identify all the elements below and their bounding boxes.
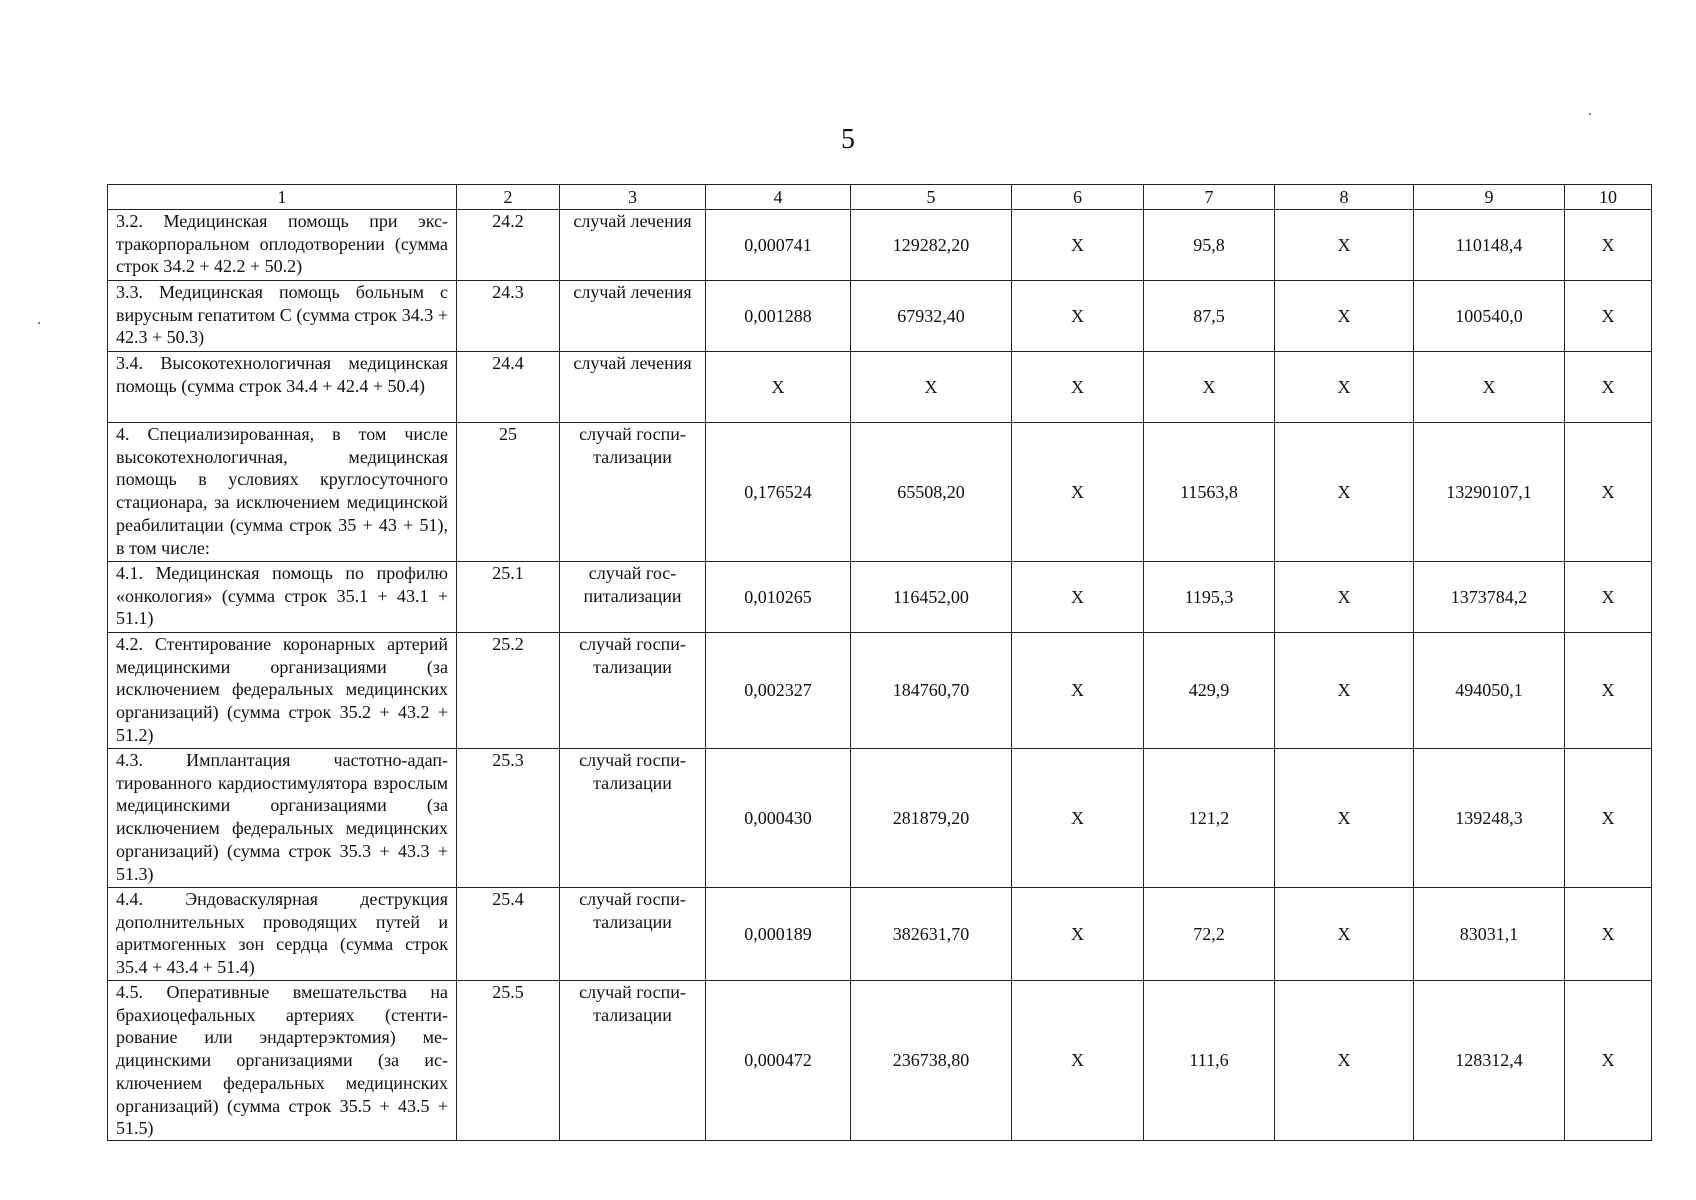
header-cell: 6 — [1012, 185, 1144, 210]
row-col5-cell: 281879,20 — [851, 749, 1012, 888]
row-col4-cell: 0,176524 — [706, 423, 851, 562]
header-cell: 5 — [851, 185, 1012, 210]
row-col7-cell: 11563,8 — [1144, 423, 1275, 562]
row-col7-cell: 1195,3 — [1144, 562, 1275, 633]
row-name-cell: 4. Специализированная, в том числе высокотехнологичная, медицинская помощь в условиях круглосуточного стационара, за исключением медицинской реабилитации (сумма строк 35 + 43 + 51), в том числе: — [108, 423, 457, 562]
row-unit-cell: случай госпитализации — [560, 888, 706, 981]
row-col6-cell: X — [1012, 888, 1144, 981]
row-col9-cell: 139248,3 — [1414, 749, 1565, 888]
table-row — [108, 981, 1652, 1141]
row-unit-cell: случай лечения — [560, 210, 706, 281]
row-col5-cell: 116452,00 — [851, 562, 1012, 633]
header-cell: 2 — [457, 185, 560, 210]
row-col5-cell: 65508,20 — [851, 423, 1012, 562]
header-cell: 7 — [1144, 185, 1275, 210]
row-line-number-cell: 25.1 — [457, 562, 560, 633]
row-col4-cell: 0,002327 — [706, 633, 851, 749]
row-line-number-cell: 25 — [457, 423, 560, 562]
row-col8-cell: X — [1275, 888, 1414, 981]
header-cell: 9 — [1414, 185, 1565, 210]
table-row — [108, 352, 1652, 423]
row-col4-cell: X — [706, 352, 851, 423]
row-col4-cell: 0,001288 — [706, 281, 851, 352]
row-col7-cell: 95,8 — [1144, 210, 1275, 281]
table-row — [108, 210, 1652, 281]
row-line-number-cell: 25.5 — [457, 981, 560, 1141]
header-cell: 3 — [560, 185, 706, 210]
table-row — [108, 888, 1652, 981]
row-col7-cell: X — [1144, 352, 1275, 423]
row-unit-cell: случай госпитализации — [560, 633, 706, 749]
page-number: 5 — [841, 124, 855, 155]
row-col10-cell: X — [1565, 210, 1652, 281]
row-line-number-cell: 25.3 — [457, 749, 560, 888]
row-col8-cell: X — [1275, 210, 1414, 281]
row-col6-cell: X — [1012, 562, 1144, 633]
row-col7-cell: 72,2 — [1144, 888, 1275, 981]
row-name-cell: 4.3. Имплантация частотно-адаптированного кардиостимулятора взрослым медицинскими организациями (за исключением федеральных медицинских организаций) (сумма строк 35.3 + 43.3 + 51.3) — [108, 749, 457, 888]
row-col10-cell: X — [1565, 981, 1652, 1141]
scan-speck — [1589, 113, 1591, 115]
row-col9-cell: 494050,1 — [1414, 633, 1565, 749]
data-table — [107, 184, 1652, 1141]
row-col4-cell: 0,010265 — [706, 562, 851, 633]
row-col10-cell: X — [1565, 423, 1652, 562]
row-name-cell: 4.4. Эндоваскулярная деструкция дополнительных проводящих путей и аритмогенных зон сердца (сумма строк 35.4 + 43.4 + 51.4) — [108, 888, 457, 981]
row-unit-cell: случай госпитализации — [560, 749, 706, 888]
row-line-number-cell: 24.4 — [457, 352, 560, 423]
row-name-cell: 3.3. Медицинская помощь больным с вирусным гепатитом С (сумма строк 34.3 + 42.3 + 50.3) — [108, 281, 457, 352]
row-col4-cell: 0,000741 — [706, 210, 851, 281]
row-col9-cell: 128312,4 — [1414, 981, 1565, 1141]
row-col5-cell: 382631,70 — [851, 888, 1012, 981]
row-col6-cell: X — [1012, 633, 1144, 749]
row-col7-cell: 429,9 — [1144, 633, 1275, 749]
row-col8-cell: X — [1275, 281, 1414, 352]
row-line-number-cell: 25.2 — [457, 633, 560, 749]
row-line-number-cell: 25.4 — [457, 888, 560, 981]
row-col8-cell: X — [1275, 562, 1414, 633]
row-col4-cell: 0,000472 — [706, 981, 851, 1141]
row-col5-cell: 67932,40 — [851, 281, 1012, 352]
row-col9-cell: 83031,1 — [1414, 888, 1565, 981]
row-col9-cell: X — [1414, 352, 1565, 423]
header-cell: 1 — [108, 185, 457, 210]
row-col6-cell: X — [1012, 210, 1144, 281]
row-col7-cell: 121,2 — [1144, 749, 1275, 888]
row-col9-cell: 110148,4 — [1414, 210, 1565, 281]
row-col10-cell: X — [1565, 281, 1652, 352]
row-col6-cell: X — [1012, 352, 1144, 423]
row-name-cell: 4.2. Стентирование коронарных артерий медицинскими организациями (за исключением федеральных медицинских организаций) (сумма строк 35.2 + 43.2 + 51.2) — [108, 633, 457, 749]
row-col6-cell: X — [1012, 981, 1144, 1141]
row-col8-cell: X — [1275, 749, 1414, 888]
row-col10-cell: X — [1565, 562, 1652, 633]
row-name-cell: 4.5. Оперативные вмешательства на брахиоцефальных артериях (стентирование или эндартерэктомия) медицинскими организациями (за исключением федеральных медицинских организаций) (сумма строк 35.5 + 43.5 + 51.5) — [108, 981, 457, 1141]
row-unit-cell: случай госпитализации — [560, 562, 706, 633]
row-name-cell: 4.1. Медицинская помощь по профилю «онкология» (сумма строк 35.1 + 43.1 + 51.1) — [108, 562, 457, 633]
row-col10-cell: X — [1565, 888, 1652, 981]
row-col5-cell: 129282,20 — [851, 210, 1012, 281]
row-unit-cell: случай госпитализации — [560, 423, 706, 562]
header-cell: 10 — [1565, 185, 1652, 210]
row-name-cell: 3.2. Медицинская помощь при экстракорпоральном оплодотворении (сумма строк 34.2 + 42.2 + 50.2) — [108, 210, 457, 281]
row-unit-cell: случай госпитализации — [560, 981, 706, 1141]
row-col8-cell: X — [1275, 423, 1414, 562]
row-col4-cell: 0,000189 — [706, 888, 851, 981]
table-row — [108, 633, 1652, 749]
row-col8-cell: X — [1275, 633, 1414, 749]
row-col8-cell: X — [1275, 981, 1414, 1141]
row-col7-cell: 87,5 — [1144, 281, 1275, 352]
row-col9-cell: 1373784,2 — [1414, 562, 1565, 633]
table-row — [108, 423, 1652, 562]
header-cell: 8 — [1275, 185, 1414, 210]
table-row — [108, 749, 1652, 888]
row-col10-cell: X — [1565, 633, 1652, 749]
header-row — [108, 185, 1652, 210]
row-line-number-cell: 24.3 — [457, 281, 560, 352]
header-cell: 4 — [706, 185, 851, 210]
row-col10-cell: X — [1565, 352, 1652, 423]
row-col5-cell: 236738,80 — [851, 981, 1012, 1141]
row-col5-cell: 184760,70 — [851, 633, 1012, 749]
row-name-cell: 3.4. Высокотехнологичная медицинская помощь (сумма строк 34.4 + 42.4 + 50.4) — [108, 352, 457, 423]
row-col10-cell: X — [1565, 749, 1652, 888]
row-line-number-cell: 24.2 — [457, 210, 560, 281]
row-col7-cell: 111,6 — [1144, 981, 1275, 1141]
row-col6-cell: X — [1012, 423, 1144, 562]
row-col5-cell: X — [851, 352, 1012, 423]
row-col8-cell: X — [1275, 352, 1414, 423]
row-col6-cell: X — [1012, 749, 1144, 888]
scan-speck — [38, 322, 40, 324]
row-col9-cell: 13290107,1 — [1414, 423, 1565, 562]
row-col6-cell: X — [1012, 281, 1144, 352]
table-row — [108, 562, 1652, 633]
table-row — [108, 281, 1652, 352]
row-col9-cell: 100540,0 — [1414, 281, 1565, 352]
row-unit-cell: случай лечения — [560, 281, 706, 352]
row-unit-cell: случай лечения — [560, 352, 706, 423]
row-col4-cell: 0,000430 — [706, 749, 851, 888]
